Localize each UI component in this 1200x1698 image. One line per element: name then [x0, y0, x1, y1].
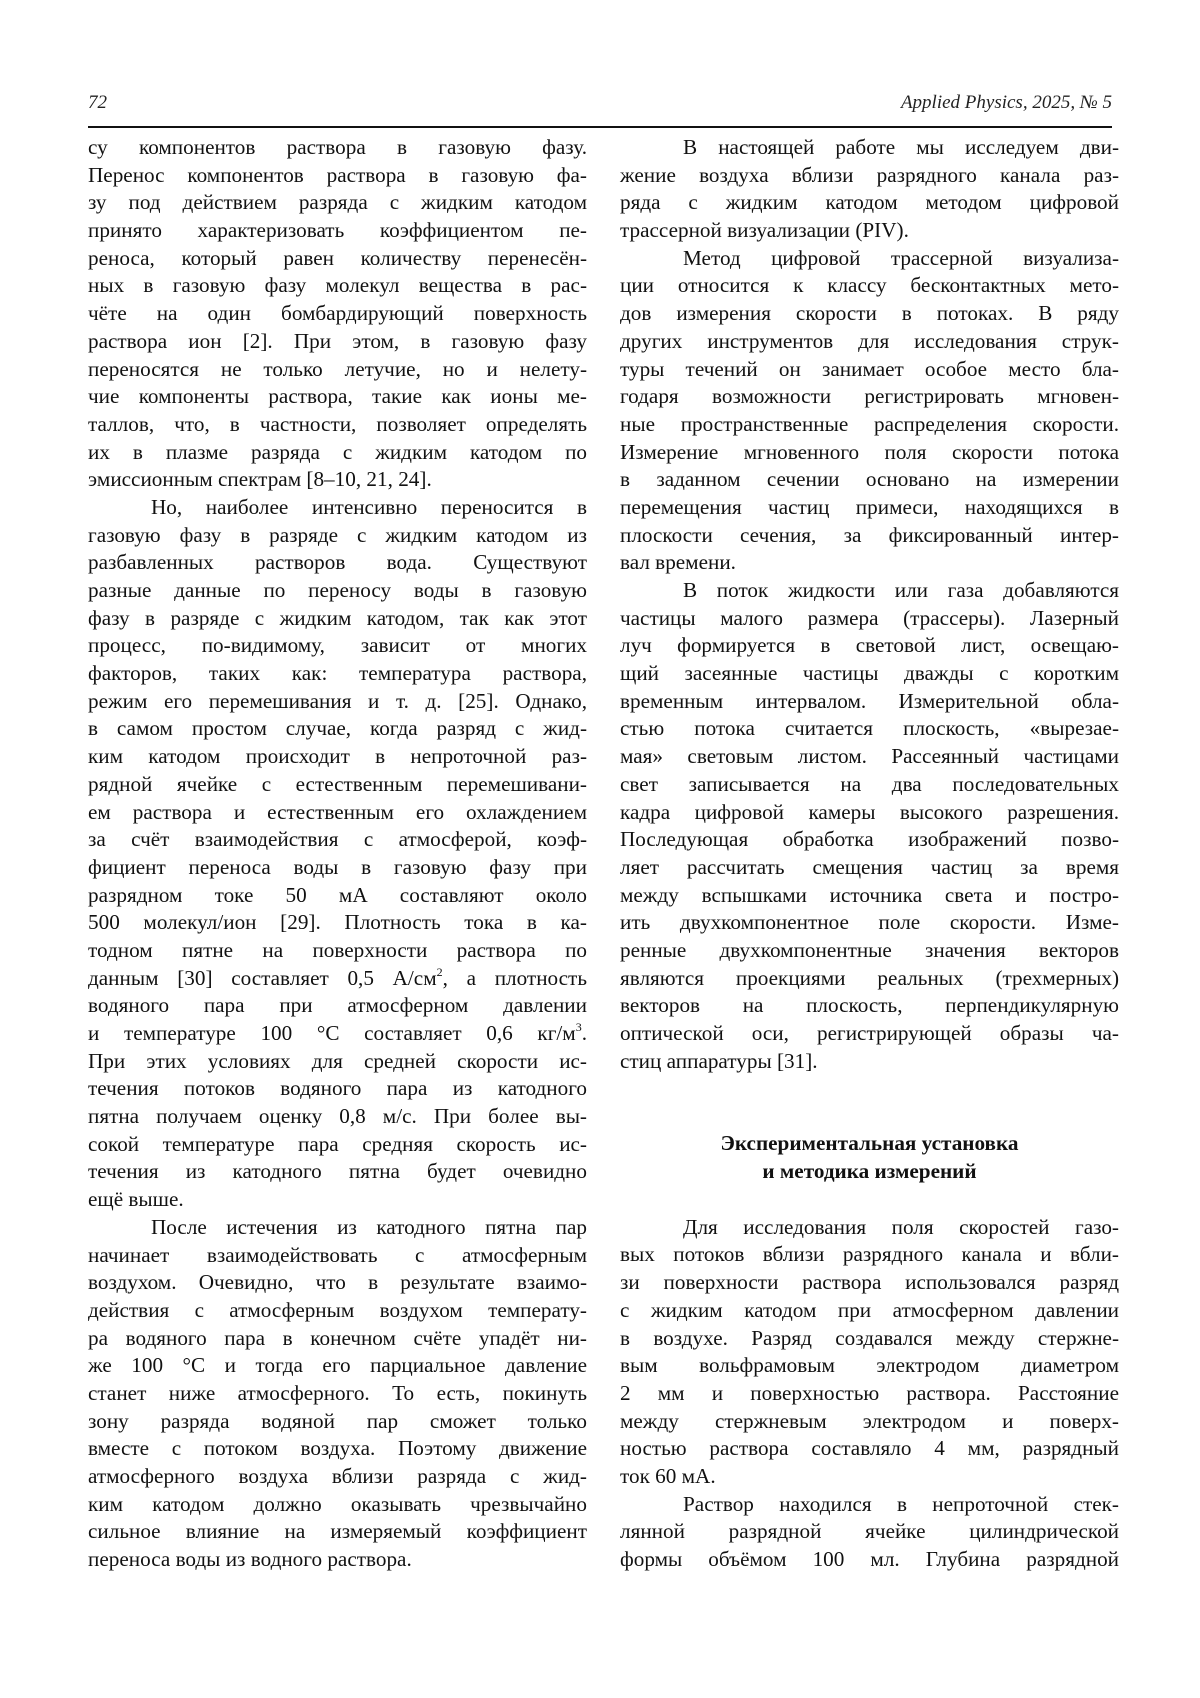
text-line: оптической оси, регистрирующей образы ча- — [620, 1021, 1119, 1045]
paragraph-tracers — [620, 577, 1119, 1075]
text-line: вым вольфрамовым электродом диаметром — [620, 1353, 1119, 1378]
paragraph-water-transfer — [88, 494, 587, 1214]
text-line-with-superscript — [88, 1020, 587, 1048]
text-line: ляет рассчитать смещения частиц за время — [620, 854, 1119, 879]
text-line: воздухом. Очевидно, что в результате взаимо- — [88, 1270, 587, 1295]
text-line: принято характеризовать коэффициентом пе- — [88, 218, 587, 243]
text-line: в заданном сечении основано на измерении — [620, 467, 1119, 492]
text-line: ра водяного пара в конечном счёте упадёт ни- — [88, 1325, 587, 1350]
text-line: действия с атмосферным воздухом температу- — [88, 1297, 587, 1322]
text-line: ных в газовую фазу молекул вещества в рас- — [88, 273, 587, 298]
text-line: их в плазме разряда с жидким катодом по — [88, 439, 587, 464]
text-line: фициент переноса воды в газовую фазу при — [88, 854, 587, 879]
text-line: перемещения частиц примеси, находящихся в — [620, 494, 1119, 519]
text-line: чёте на один бомбардирующий поверхность — [88, 301, 587, 326]
text-line: луч формируется в световой лист, освещаю- — [620, 633, 1119, 658]
text-line: между стержневым электродом и поверх- — [620, 1408, 1119, 1433]
spacer — [620, 1186, 1119, 1214]
spacer — [620, 1075, 1119, 1130]
running-header — [88, 92, 1112, 118]
text-line: После истечения из катодного пятна пар — [151, 1214, 587, 1239]
text-line: жение воздуха вблизи разрядного канала раз- — [620, 162, 1119, 187]
text-line: течения из катодного пятна будет очевидно — [88, 1159, 587, 1184]
text-line-with-superscript — [88, 965, 587, 993]
text-line: разные данные по переносу воды в газовую — [88, 578, 587, 602]
text-line: эмиссионным спектрам [8–10, 21, 24]. — [88, 467, 432, 492]
text-line: начинает взаимодействовать с атмосферным — [88, 1242, 587, 1267]
text-line: зу под действием разряда с жидким катодом — [88, 190, 587, 215]
journal-citation: Applied Physics, 2025, № 5 — [900, 92, 1112, 113]
text-line: зи поверхности раствора использовался разряд — [620, 1270, 1119, 1295]
page-number: 72 — [88, 92, 107, 113]
text-line: являются проекциями реальных (трехмерных) — [620, 965, 1119, 990]
text-line: вых потоков вблизи разрядного канала и вбли- — [620, 1242, 1119, 1267]
text-fragment: и температуре 100 °C составляет 0,6 кг/м — [88, 1021, 576, 1045]
text-line: за счёт взаимодействия с атмосферой, коэф- — [88, 827, 587, 852]
text-line: В поток жидкости или газа добавляются — [683, 578, 1119, 602]
text-line: реноса, который равен количеству перенесён- — [88, 245, 587, 270]
text-line: плоскости сечения, за фиксированный интер- — [620, 522, 1119, 547]
text-line: атмосферного воздуха вблизи разряда с жид- — [88, 1464, 587, 1488]
text-line: кадра цифровой камеры высокого разрешения. — [620, 799, 1119, 824]
right-column — [620, 134, 1119, 1574]
superscript: 2 — [436, 964, 443, 979]
text-line: чие компоненты раствора, такие как ионы ме- — [88, 384, 587, 409]
text-line: ции относится к классу бесконтактных мето- — [620, 273, 1119, 298]
superscript: 3 — [575, 1020, 582, 1034]
text-line: лянной разрядной ячейке цилиндрической — [620, 1519, 1119, 1544]
text-line: тодном пятне на поверхности раствора по — [88, 937, 587, 962]
text-line: туры течений он занимает особое место бла- — [620, 356, 1119, 381]
paragraph-vapor-outflow — [88, 1214, 587, 1574]
heading-line: и методика измерений — [762, 1159, 977, 1184]
text-line: разрядном токе 50 мА составляют около — [88, 882, 587, 907]
text-line: частицы малого размера (трассеры). Лазерный — [620, 605, 1119, 630]
text-line: же 100 °C и тогда его парциальное давление — [88, 1353, 587, 1378]
paragraph-work-aim — [620, 134, 1119, 245]
text-line: водяного пара при атмосферном давлении — [88, 993, 587, 1018]
text-line: су компонентов раствора в газовую фазу. — [88, 135, 587, 159]
text-line: в самом простом случае, когда разряд с жид- — [88, 716, 587, 741]
text-line: разбавленных растворов вода. Существуют — [88, 550, 587, 575]
header-rule — [88, 126, 1112, 128]
text-line: стью потока считается плоскость, «вырезае- — [620, 716, 1119, 741]
text-line: сильное влияние на измеряемый коэффициент — [88, 1519, 587, 1544]
text-line: ряда с жидким катодом методом цифровой — [620, 190, 1119, 215]
text-line: между вспышками источника света и постро- — [620, 882, 1119, 907]
text-line: щий засеянные частицы дважды с коротким — [620, 661, 1119, 686]
text-line: режим его перемешивания и т. д. [25]. Однако, — [88, 688, 587, 713]
text-line: течения потоков водяного пара из катодного — [88, 1076, 587, 1101]
left-column — [88, 134, 587, 1574]
paragraph-cell — [620, 1491, 1119, 1574]
text-line: факторов, таких как: температура раствора, — [88, 661, 587, 686]
text-line: процесс, по-видимому, зависит от многих — [88, 633, 587, 658]
text-line: дов измерения скорости в потоках. В ряду — [620, 301, 1119, 326]
text-line: 2 мм и поверхностью раствора. Расстояние — [620, 1380, 1119, 1405]
text-fragment: . — [581, 1021, 587, 1045]
text-line: ные пространственные распределения скорости. — [620, 411, 1119, 436]
text-line: фазу в разряде с жидким катодом, так как этот — [88, 605, 587, 630]
text-line: вместе с потоком воздуха. Поэтому движение — [88, 1436, 587, 1461]
text-line: с жидким катодом при атмосферном давлении — [620, 1297, 1119, 1322]
text-line: станет ниже атмосферного. То есть, покинуть — [88, 1380, 587, 1405]
text-line: газовую фазу в разряде с жидким катодом из — [88, 522, 587, 547]
text-line: других инструментов для исследования струк- — [620, 328, 1119, 353]
text-line: Метод цифровой трассерной визуализа- — [683, 245, 1119, 270]
text-line: ить двухкомпонентное поле скорости. Изме- — [620, 910, 1119, 935]
text-line: формы объёмом 100 мл. Глубина разрядной — [620, 1547, 1119, 1571]
text-line: В настоящей работе мы исследуем дви- — [683, 135, 1119, 159]
paragraph-setup — [620, 1214, 1119, 1491]
text-line: рядной ячейке с естественным перемешивани- — [88, 771, 587, 796]
section-heading — [620, 1130, 1119, 1185]
text-line: сокой температуре пара средняя скорость ис- — [88, 1131, 587, 1156]
text-line: годаря возможности регистрировать мгновен- — [620, 384, 1119, 409]
text-fragment: , а плотность — [442, 965, 587, 990]
text-line: переноса воды из водного раствора. — [88, 1547, 412, 1572]
text-line: раствора ион [2]. При этом, в газовую фазу — [88, 328, 587, 353]
paragraph-transfer-coefficient — [88, 134, 587, 494]
text-line: трассерной визуализации (PIV). — [620, 218, 909, 243]
text-line: таллов, что, в частности, позволяет определять — [88, 411, 587, 436]
text-line: стиц аппаратуры [31]. — [620, 1048, 818, 1073]
text-line: ким катодом должно оказывать чрезвычайно — [88, 1491, 587, 1516]
text-line: мая» световым листом. Рассеянный частицами — [620, 744, 1119, 769]
text-line: ем раствора и естественным его охлаждением — [88, 799, 587, 824]
text-line: в воздухе. Разряд создавался между стержне- — [620, 1325, 1119, 1350]
heading-line: Экспериментальная установка — [720, 1131, 1019, 1156]
text-line: свет записывается на два последовательных — [620, 771, 1119, 796]
text-line: Для исследования поля скоростей газо- — [683, 1214, 1119, 1239]
paragraph-piv-method — [620, 245, 1119, 577]
text-line: ностью раствора составляло 4 мм, разрядный — [620, 1436, 1119, 1461]
text-line: Измерение мгновенного поля скорости потока — [620, 439, 1119, 464]
text-line: Раствор находился в непроточной стек- — [683, 1491, 1119, 1516]
text-line: Перенос компонентов раствора в газовую фа- — [88, 162, 587, 187]
text-line: вал времени. — [620, 550, 736, 575]
text-line: Последующая обработка изображений позво- — [620, 827, 1119, 852]
text-line: 500 молекул/ион [29]. Плотность тока в ка- — [88, 910, 587, 935]
text-line: ким катодом происходит в непроточной раз- — [88, 744, 587, 769]
text-line: зону разряда водяной пар сможет только — [88, 1408, 587, 1433]
text-line: ещё выше. — [88, 1187, 184, 1212]
text-line: ток 60 мА. — [620, 1463, 716, 1488]
text-fragment: данным [30] составляет 0,5 А/см — [88, 965, 437, 990]
text-line: Но, наиболее интенсивно переносится в — [151, 494, 587, 519]
text-line: При этих условиях для средней скорости ис- — [88, 1048, 587, 1073]
text-line: векторов на плоскость, перпендикулярную — [620, 993, 1119, 1018]
text-line: пятна получаем оценку 0,8 м/с. При более вы- — [88, 1104, 587, 1129]
text-line: временным интервалом. Измерительной обла- — [620, 688, 1119, 713]
text-line: переносятся не только летучие, но и нелету- — [88, 356, 587, 381]
text-line: ренные двухкомпонентные значения векторов — [620, 937, 1119, 962]
